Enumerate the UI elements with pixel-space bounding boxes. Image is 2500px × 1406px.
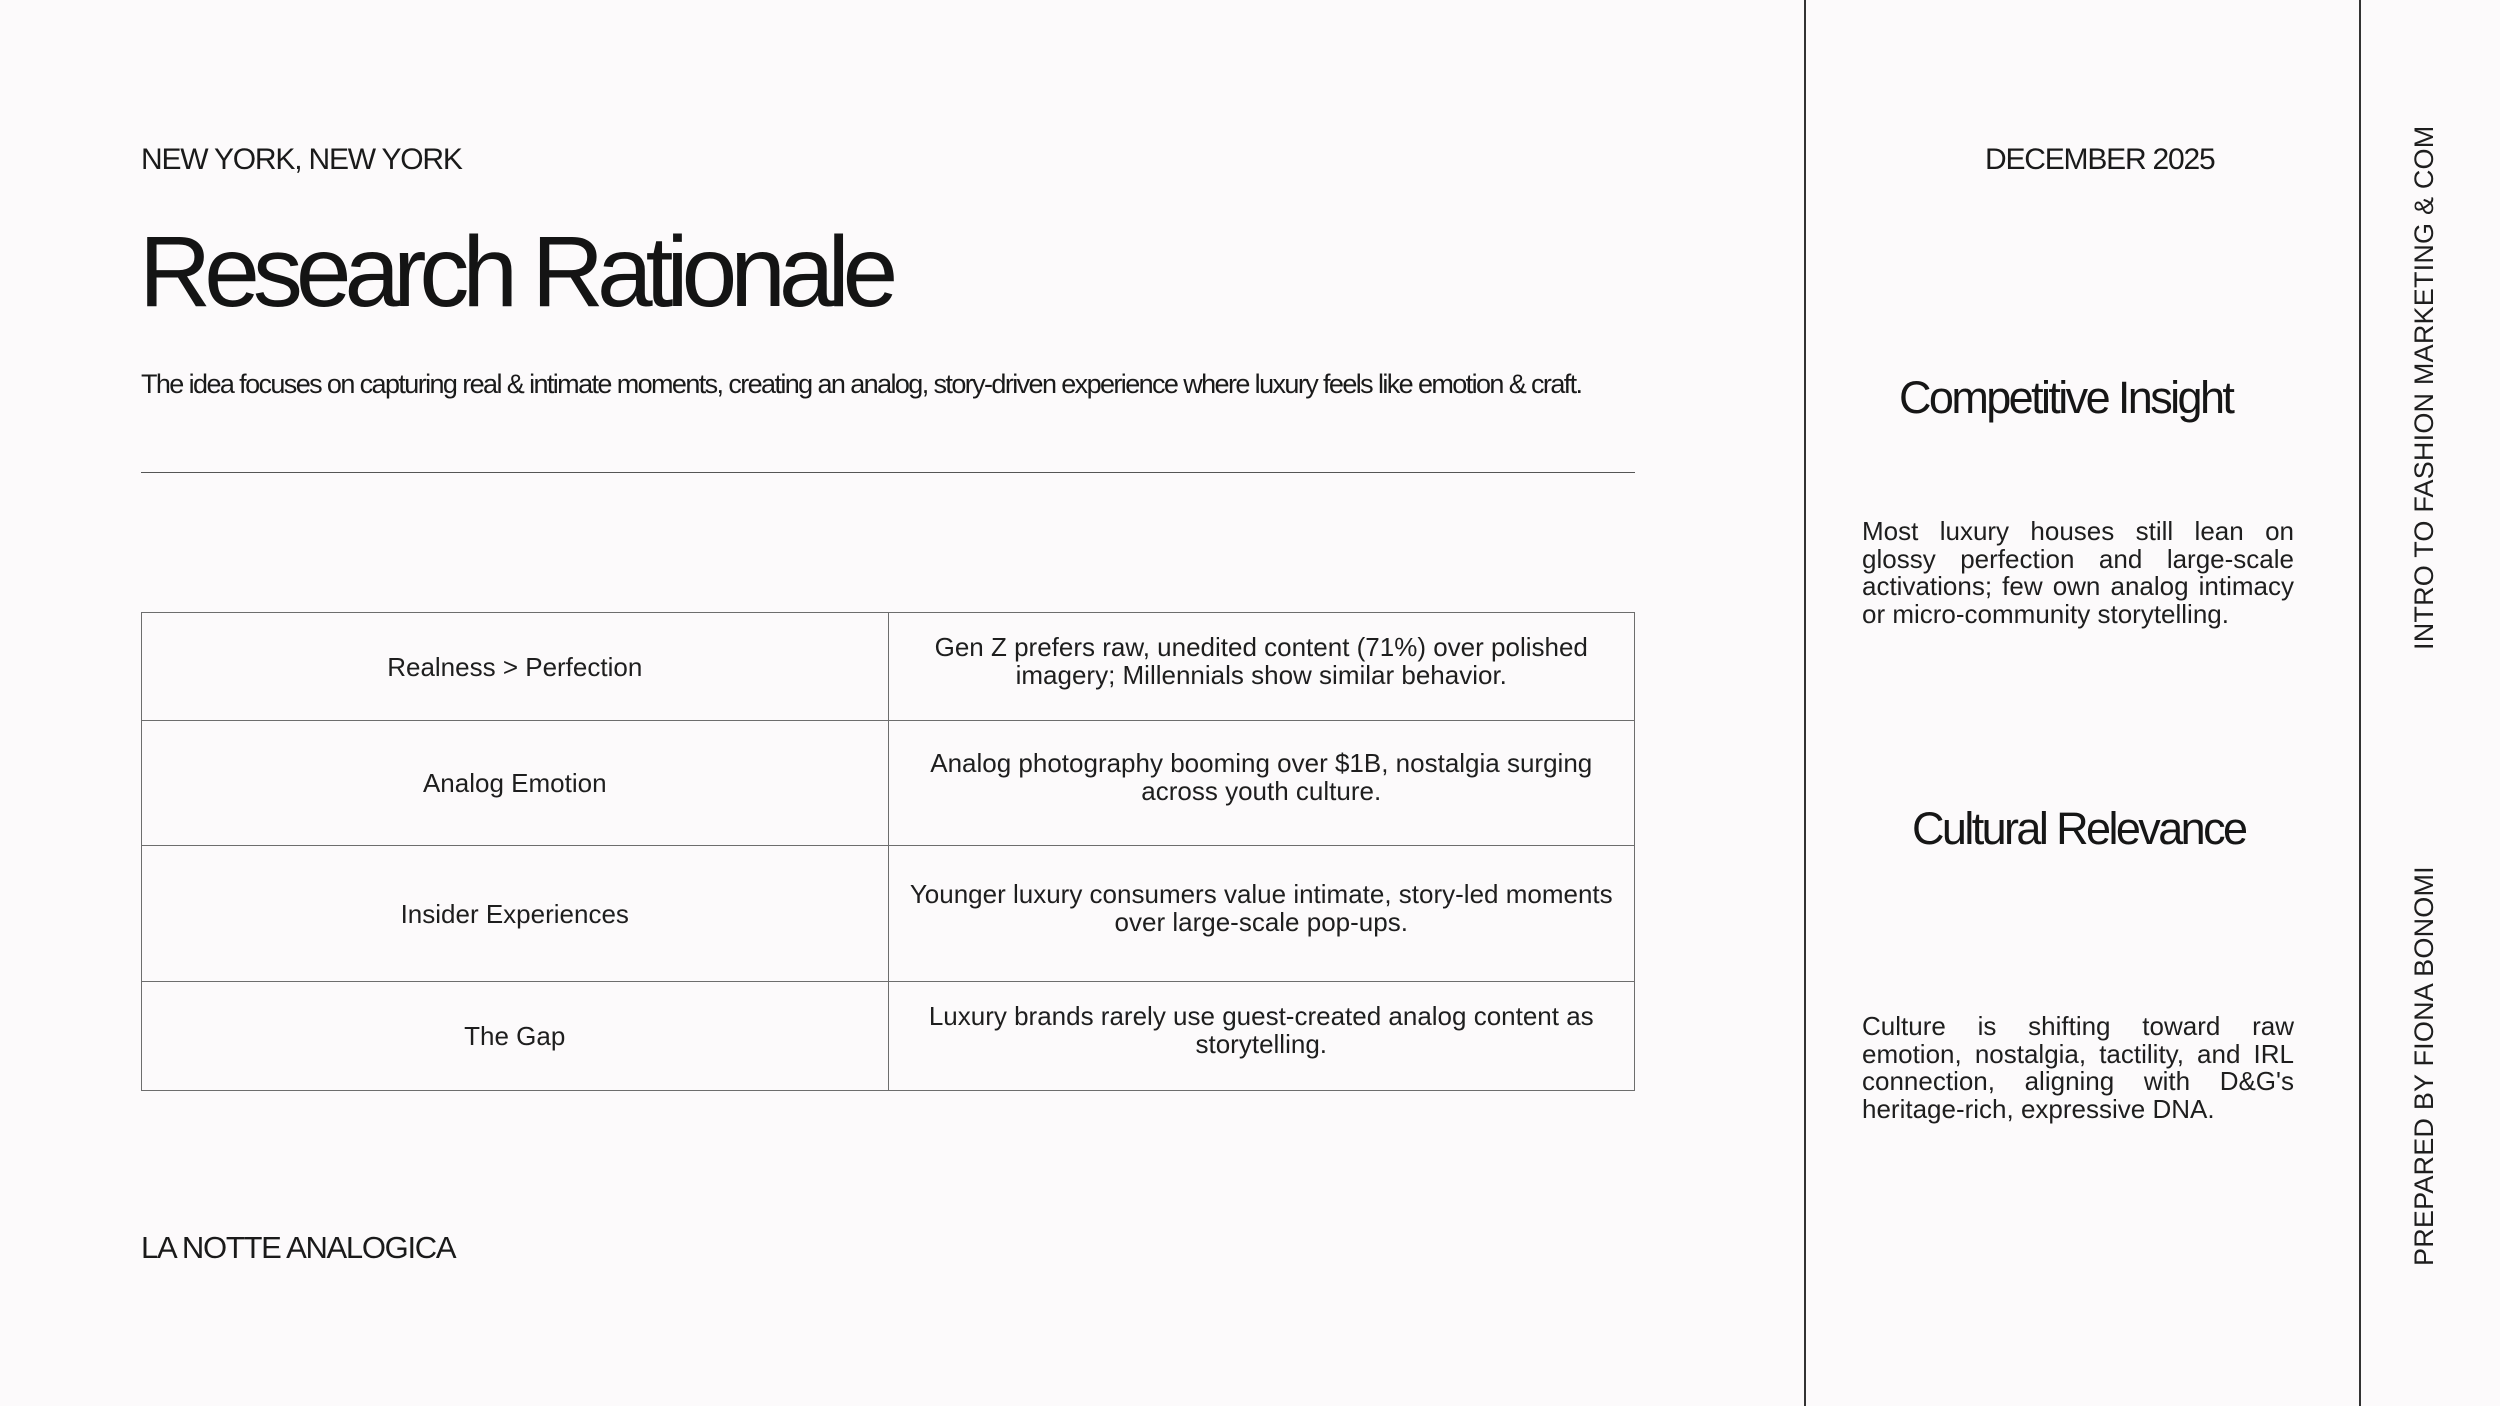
rationale-table (141, 612, 1635, 1091)
divider-rule (141, 472, 1635, 473)
table-cell-text-content: Analog photography booming over $1B, nostalgia surging across youth culture. (930, 748, 1593, 806)
date-label: DECEMBER 2025 (1985, 143, 2215, 176)
table-cell-text-content: Younger luxury consumers value intimate, story-led moments over large-scale pop-ups. (909, 878, 1613, 937)
cultural-relevance-body: Culture is shifting toward raw emotion, nostalgia, tactility, and IRL connection, aligning with D&G's heritage-rich, expressive DNA. (1862, 1011, 2294, 1124)
competitive-insight-body: Most luxury houses still lean on glossy perfection and large-scale activations; few own analog intimacy or micro-community storytelling. (1862, 516, 2294, 629)
course-vertical-label: INTRO TO FASHION MARKETING & COM (2409, 125, 2439, 650)
table-cell-text (888, 982, 1635, 1091)
cultural-relevance-heading: Cultural Relevance (1912, 803, 2246, 854)
table-cell-text-content: Luxury brands rarely use guest-created analog content as storytelling. (928, 1001, 1594, 1059)
brand-label: LA NOTTE ANALOGICA (141, 1230, 456, 1265)
table-row (142, 982, 1635, 1091)
table-row (142, 846, 1635, 982)
table-cell-label: The Gap (142, 982, 889, 1091)
author-vertical-label: PREPARED BY FIONA BONOMI (2409, 866, 2439, 1266)
table-cell-label: Insider Experiences (142, 846, 889, 982)
table-cell-text (888, 721, 1635, 846)
table-cell-text (888, 613, 1635, 721)
page-title: Research Rationale (139, 216, 892, 328)
location-label: NEW YORK, NEW YORK (141, 143, 462, 176)
margin-divider-line (2359, 0, 2361, 1406)
table-cell-text-content: Gen Z prefers raw, unedited content (71%) over polished imagery; Millennials show similar behavior. (934, 631, 1588, 690)
page-subtitle: The idea focuses on capturing real & intimate moments, creating an analog, story-driven experience where luxury feels like emotion & craft. (141, 369, 1582, 399)
table-row (142, 613, 1635, 721)
sidebar-divider-line (1804, 0, 1806, 1406)
competitive-insight-heading: Competitive Insight (1899, 372, 2233, 423)
table-cell-text (888, 846, 1635, 982)
table-row (142, 721, 1635, 846)
table-cell-label: Analog Emotion (142, 721, 889, 846)
table-cell-label: Realness > Perfection (142, 613, 889, 721)
